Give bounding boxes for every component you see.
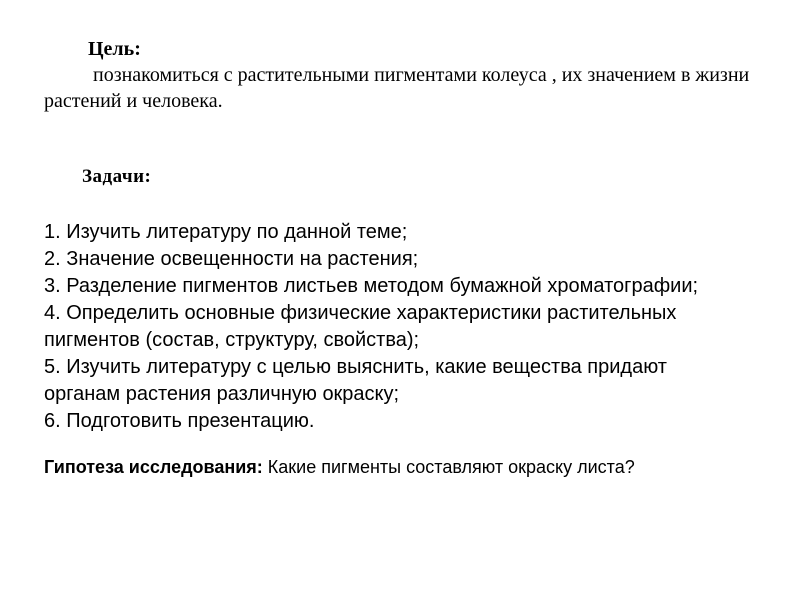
task-item-2: 2. Значение освещенности на растения;: [44, 248, 419, 270]
tasks-heading: Задачи:: [82, 166, 152, 187]
goal-section: [44, 36, 758, 114]
task-item-6: 6. Подготовить презентацию.: [44, 410, 315, 432]
task-item-5: 5. Изучить литературу с целью выяснить, какие вещества придают органам растения различную окраску;: [44, 356, 667, 405]
hypothesis-text: Какие пигменты составляют окраску листа?: [262, 457, 635, 477]
goal-heading: Цель:: [88, 38, 141, 60]
tasks-list: [44, 219, 736, 435]
task-item-1: 1. Изучить литературу по данной теме;: [44, 221, 408, 243]
task-item-3: 3. Разделение пигментов листьев методом бумажной хроматографии;: [44, 275, 699, 297]
hypothesis-line: [44, 455, 756, 479]
goal-text: познакомиться с растительными пигментами колеуса , их значением в жизни растений и человека.: [44, 64, 750, 112]
hypothesis-heading: Гипотеза исследования:: [44, 457, 263, 477]
task-item-4: 4. Определить основные физические характеристики растительных пигментов (состав, структуру, свойства);: [44, 302, 677, 351]
